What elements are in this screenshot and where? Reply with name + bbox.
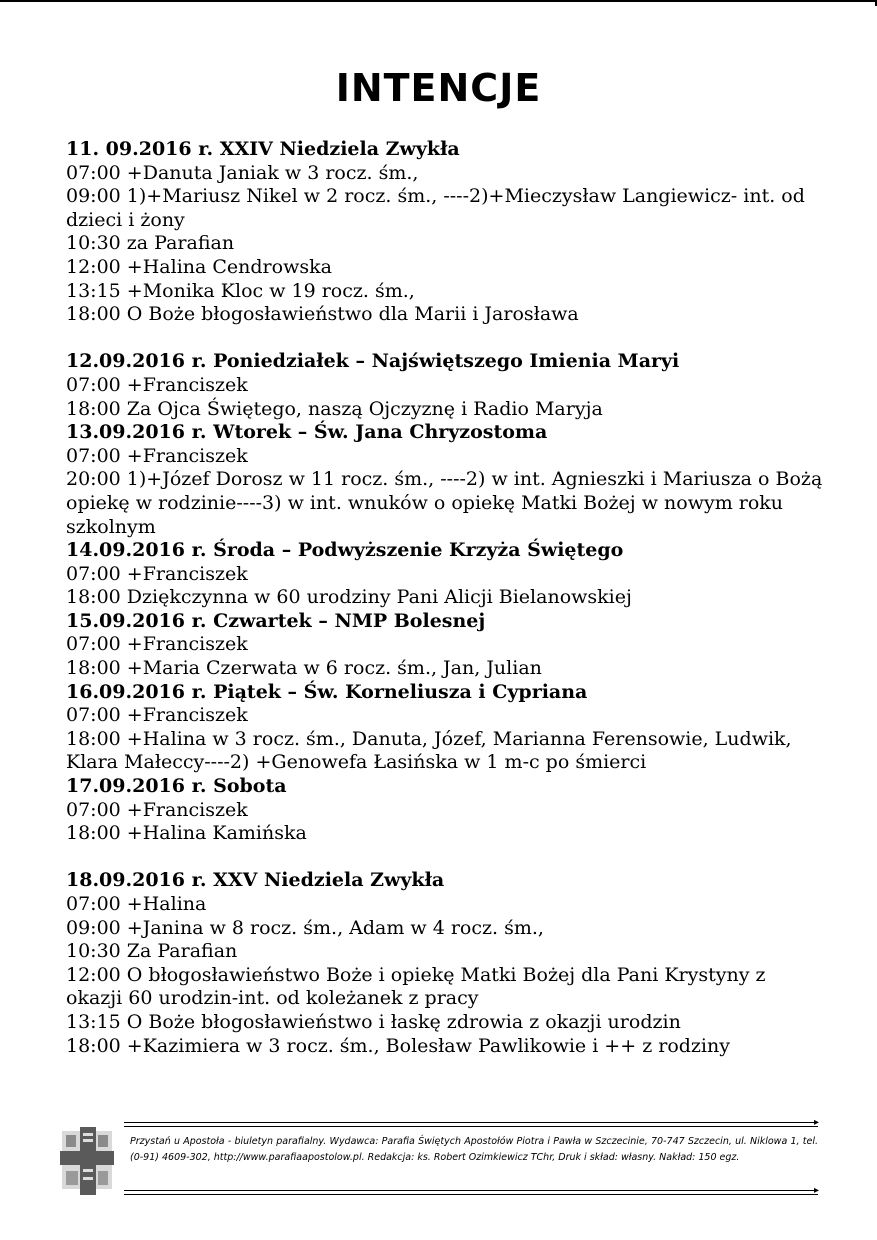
intention-line: 12:00 +Halina Cendrowska [66,255,332,278]
top-border-line [0,0,877,2]
parish-logo-icon [58,1125,116,1197]
intention-line: 07:00 +Franciszek [66,704,248,727]
intentions-list [66,138,826,1058]
intention-line: 18:00 Dziękczynna w 60 urodziny Pani Alicji Bielanowskiej [66,586,632,609]
intention-line: 07:00 +Franciszek [66,373,248,396]
intention-line: 10:30 za Parafian [66,232,235,255]
footer-bottom-rule-inner [124,1194,818,1195]
intention-line: 18:00 Za Ojca Świętego, naszą Ojczyznę i Radio Maryja [66,397,603,420]
intention-line: 18:00 +Maria Czerwata w 6 rocz. śm., Jan, Julian [66,657,542,680]
intention-line: 07:00 +Franciszek [66,633,248,656]
day-heading: 13.09.2016 r. Wtorek – Św. Jana Chryzostoma [66,421,548,444]
intention-line: 07:00 +Franciszek [66,444,248,467]
day-heading: 17.09.2016 r. Sobota [66,775,287,798]
intention-line: 07:00 +Franciszek [66,562,248,585]
day-heading: 16.09.2016 r. Piątek – Św. Korneliusza i Cypriana [66,680,588,703]
intention-line: 13:15 O Boże błogosławieństwo i łaskę zdrowia z okazji urodzin [66,1010,681,1033]
day-heading: 14.09.2016 r. Środa – Podwyższenie Krzyża Świętego [66,539,624,562]
intention-line: 09:00 1)+Mariusz Nikel w 2 rocz. śm., ----2)+Mieczysław Langiewicz- int. od dzieci i żony [66,185,805,231]
intention-line: 18:00 +Halina Kamińska [66,822,307,845]
day-heading: 18.09.2016 r. XXV Niedziela Zwykła [66,869,445,892]
intention-line: 18:00 +Kazimiera w 3 rocz. śm., Bolesław Pawlikowie i ++ z rodziny [66,1034,730,1057]
intention-line: 20:00 1)+Józef Dorosz w 11 rocz. śm., ----2) w int. Agnieszki i Mariusza o Bożą opiekę w rodzinie----3) w int. wnuków o opiekę Matki Bożej w nowym roku szkolnym [66,468,823,538]
footer-bottom-rule [124,1190,818,1191]
day-heading: 11. 09.2016 r. XXIV Niedziela Zwykła [66,138,460,160]
intention-line: 10:30 Za Parafian [66,940,238,963]
intention-line: 18:00 O Boże błogosławieństwo dla Marii i Jarosława [66,303,579,326]
arrow-tip-icon: ▸ [814,1185,820,1196]
intention-line: 07:00 +Franciszek [66,798,248,821]
footer [58,1117,820,1196]
section-gap [66,327,826,351]
footer-top-rule [124,1122,818,1123]
intention-line: 07:00 +Danuta Janiak w 3 rocz. śm., [66,161,419,184]
section-gap [66,846,826,870]
intention-line: 07:00 +Halina [66,893,207,915]
intention-line: 09:00 +Janina w 8 rocz. śm., Adam w 4 rocz. śm., [66,916,544,939]
intention-line: 12:00 O błogosławieństwo Boże i opiekę Matki Bożej dla Pani Krystyny z okazji 60 urodzin-int. od koleżanek z pracy [66,963,766,1010]
footer-text: Przystań u Apostoła - biuletyn parafialny. Wydawca: Parafia Świętych Apostołów Piotra i Pawła w Szczecinie, 70-747 Szczecin, ul. Niklowa 1, tel. (0-91) 4609-302, http://www.parafiaapostolow.pl. Redakcja: ks. Robert Ozimkiewicz TChr, Druk i skład: własny. Nakład: 150 egz. [130,1136,818,1163]
arrow-tip-icon: ▸ [814,1117,820,1128]
footer-top-rule-inner [124,1126,818,1127]
intention-line: 13:15 +Monika Kloc w 19 rocz. śm., [66,279,415,302]
day-heading: 12.09.2016 r. Poniedziałek – Najświętszego Imienia Maryi [66,350,680,373]
day-heading: 15.09.2016 r. Czwartek – NMP Bolesnej [66,609,486,632]
intention-line: 18:00 +Halina w 3 rocz. śm., Danuta, Józef, Marianna Ferensowie, Ludwik, Klara Małeccy----2) +Genowefa Łasińska w 1 m-c po śmierci [66,727,792,774]
page-title: INTENCJE [335,66,542,110]
